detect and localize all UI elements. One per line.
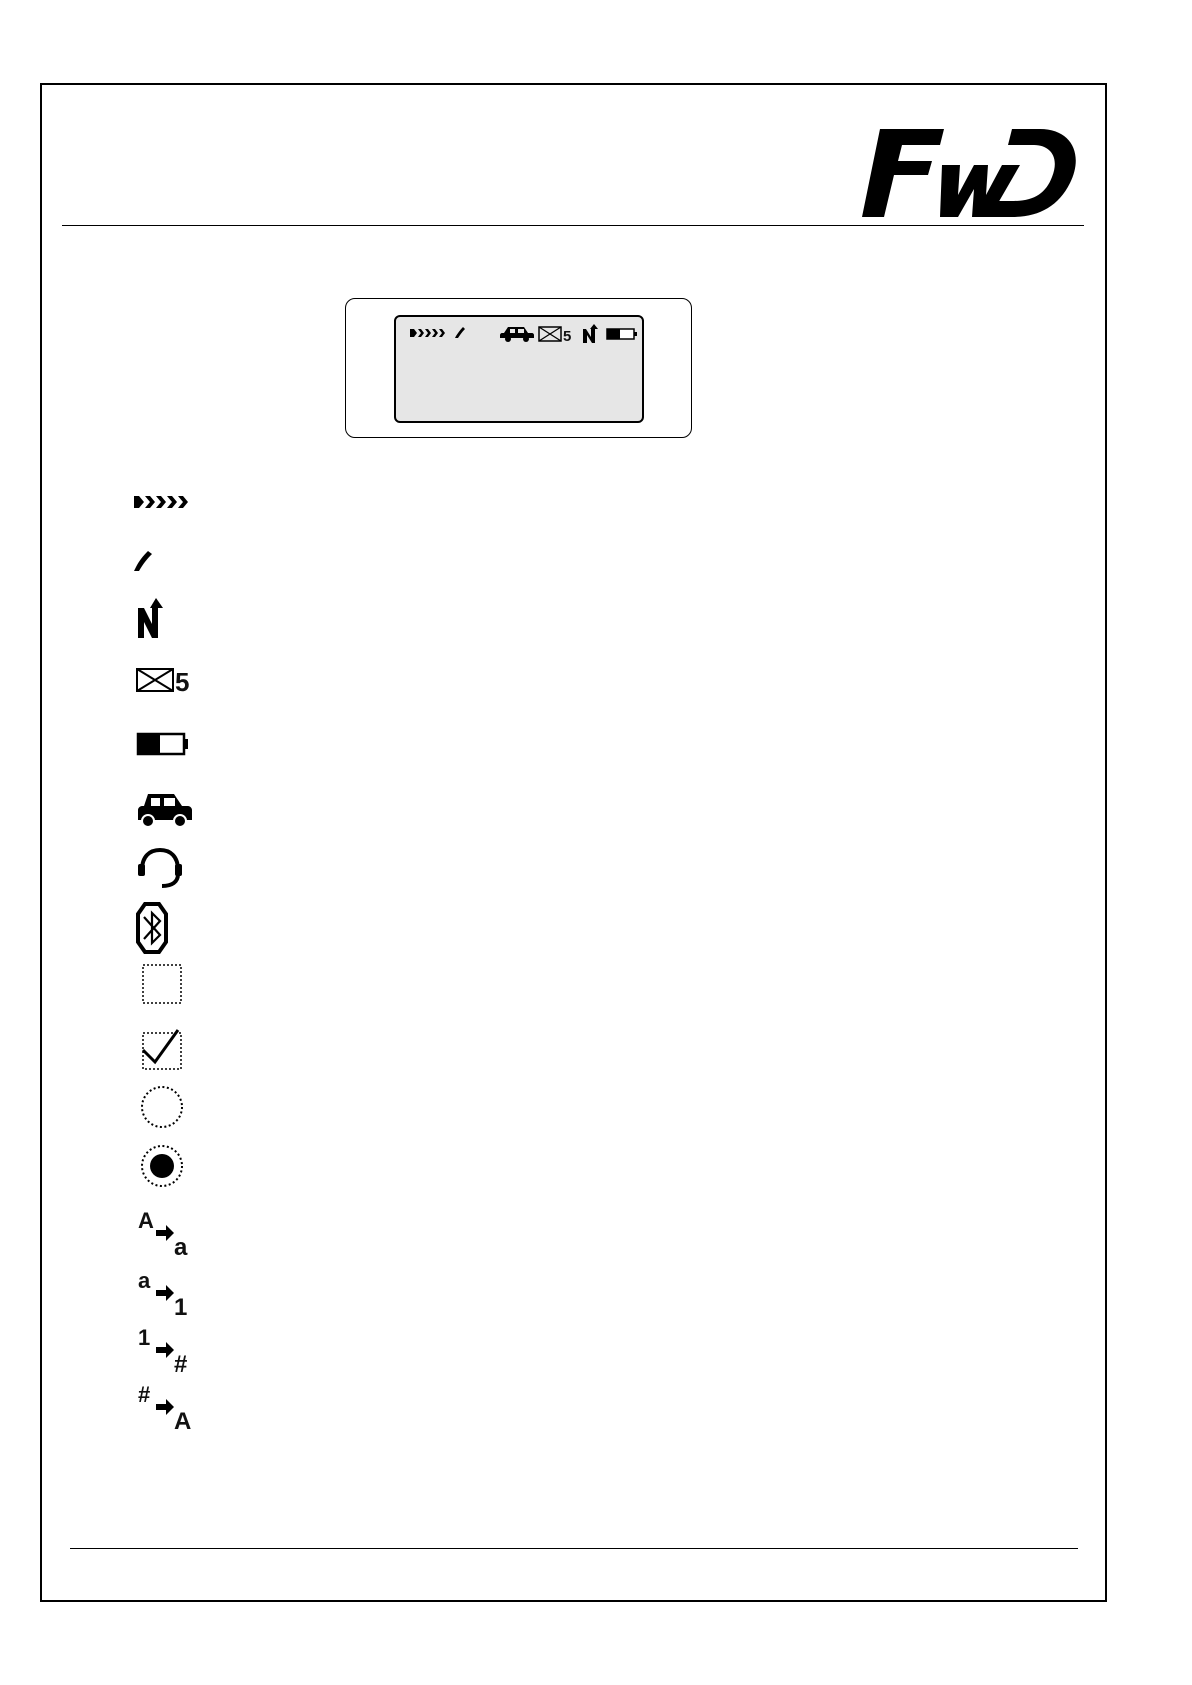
message-count: 5	[563, 328, 572, 342]
headset-icon	[130, 846, 190, 890]
signal-strength-icon	[130, 494, 190, 510]
legend-item	[130, 549, 220, 599]
mode-to: A	[174, 1408, 192, 1435]
car-icon	[130, 790, 194, 830]
legend-item	[130, 730, 220, 780]
footer-rule	[70, 1548, 1078, 1549]
legend-item	[130, 1142, 220, 1192]
legend-item	[130, 1380, 220, 1435]
phone-icon	[130, 549, 160, 575]
mode-from: 1	[138, 1325, 151, 1350]
car-icon	[500, 325, 534, 343]
checkbox-unchecked-icon	[130, 962, 190, 1006]
legend-item	[130, 666, 220, 716]
input-mode-lower-to-numeric-icon	[130, 1266, 194, 1321]
brand-logo	[862, 125, 1078, 221]
mode-from: A	[138, 1208, 154, 1233]
radio-selected-icon	[130, 1142, 190, 1190]
legend-item	[130, 962, 220, 1012]
input-mode-upper-to-lower-icon	[130, 1206, 194, 1261]
mode-to: #	[174, 1351, 188, 1378]
legend-item	[130, 1028, 220, 1078]
input-mode-symbol-to-upper-icon	[130, 1380, 194, 1435]
display-screen	[394, 315, 644, 423]
legend-item	[130, 1266, 220, 1321]
display-status-bar	[408, 321, 636, 345]
legend-item	[130, 598, 220, 648]
mode-from: a	[138, 1268, 151, 1293]
input-mode-numeric-to-symbol-icon	[130, 1323, 194, 1378]
mode-from: #	[138, 1382, 151, 1407]
device-display	[345, 298, 692, 438]
legend-item	[130, 900, 220, 950]
checkbox-checked-icon	[130, 1028, 190, 1072]
message-icon	[130, 666, 194, 697]
battery-icon	[606, 328, 638, 340]
legend-item	[130, 846, 220, 896]
legend-item	[130, 1323, 220, 1378]
signal-strength-icon	[410, 328, 446, 338]
icon-legend	[130, 480, 220, 1440]
legend-item	[130, 1083, 220, 1133]
bluetooth-icon	[130, 900, 190, 956]
mode-to: a	[174, 1234, 188, 1261]
legend-item	[130, 1206, 220, 1261]
network-icon	[130, 598, 166, 640]
message-count: 5	[175, 667, 190, 697]
mode-to: 1	[174, 1294, 188, 1321]
phone-icon	[454, 326, 466, 340]
legend-item	[130, 790, 220, 840]
header-rule	[62, 225, 1084, 226]
radio-unselected-icon	[130, 1083, 190, 1131]
legend-item	[130, 494, 220, 544]
network-icon	[582, 324, 598, 344]
message-icon	[538, 326, 576, 342]
battery-icon	[130, 730, 190, 758]
